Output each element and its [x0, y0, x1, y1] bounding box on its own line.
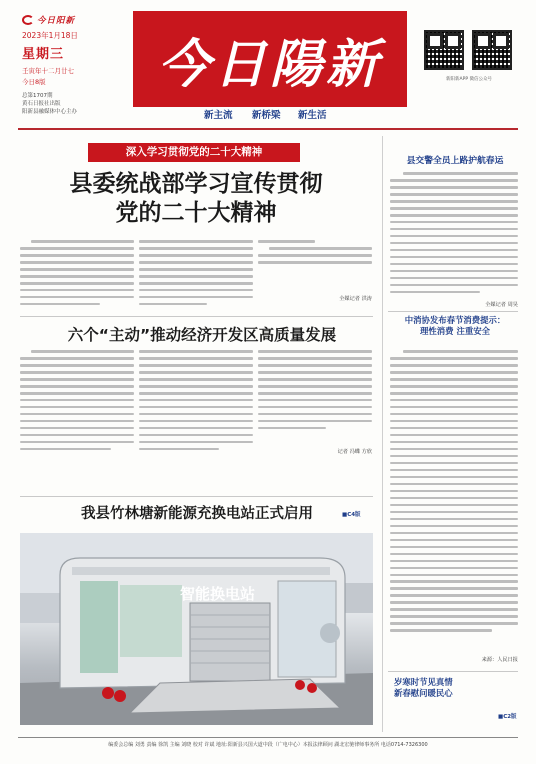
right-headline-2-line: 中消协发布春节消费提示： — [404, 315, 506, 325]
right-headline-3[interactable] — [394, 677, 520, 699]
meta-line: 黄石日报社出版 — [22, 101, 61, 107]
second-body-col1 — [20, 350, 134, 455]
lead-body-col1 — [20, 240, 134, 308]
right-headline-2[interactable] — [392, 315, 518, 337]
top-divider — [18, 128, 518, 130]
second-byline: 记者 冯蝶 方欣 — [337, 449, 372, 455]
right-byline-2: 来源：人民日报 — [481, 657, 518, 663]
right-divider — [388, 671, 518, 672]
page-reference[interactable]: ■C2版 — [498, 714, 517, 720]
nav-item[interactable]: 新桥梁 — [252, 110, 281, 121]
right-headline-1[interactable]: 县交警全员上路护航春运 — [406, 156, 504, 166]
footer-credits: 编委会总编 刘勇 责编 徐凯 主编 刘晓 校对 许斌 地址:阳新县兴国大道中段（广电中心）本报法律顾问 湖北宏驰律师事务所 电话0714-7326300 — [108, 742, 428, 748]
qr-code-icon[interactable] — [472, 30, 512, 70]
right-byline-1: 全媒记者 周昊 — [485, 302, 518, 308]
bottom-divider — [18, 737, 518, 738]
third-headline[interactable]: 我县竹林塘新能源充换电站正式启用 — [81, 506, 313, 522]
masthead-logo — [22, 14, 132, 26]
right-body-2 — [390, 350, 518, 658]
issue-date: 2023年1月18日 — [22, 31, 78, 40]
right-divider — [388, 311, 518, 312]
second-headline[interactable]: 六个“主动”推动经济开发区高质量发展 — [67, 326, 337, 344]
qr-caption: 新阳新APP 微信公众号 — [446, 77, 492, 82]
qr-code-icon[interactable] — [424, 30, 464, 70]
section-divider — [20, 496, 373, 497]
nav-item[interactable]: 新生活 — [298, 110, 327, 121]
lunar-date: 壬寅年十二月廿七 — [22, 67, 74, 75]
right-headline-2-line: 理性消费 注重安全 — [420, 326, 490, 336]
lead-body-col2 — [139, 240, 253, 308]
newspaper-title: 今日陽新 — [157, 33, 382, 95]
nav-item[interactable]: 新主流 — [204, 110, 233, 121]
section-divider — [20, 316, 373, 317]
page-reference[interactable]: ■C4版 — [342, 512, 361, 518]
right-body-1 — [390, 172, 518, 300]
lead-headline[interactable] — [20, 170, 372, 228]
logo-text: 今日阳新 — [37, 16, 76, 26]
photo-illustration — [20, 533, 373, 725]
station-sign: 智能换电站 — [180, 585, 256, 603]
lead-body-col3 — [258, 240, 372, 270]
right-headline-3-line: 岁寒时节见真情 — [394, 677, 453, 687]
second-body-col2 — [139, 350, 253, 455]
masthead-info — [22, 14, 132, 116]
charging-station-photo — [20, 533, 373, 725]
logo-swirl-icon — [22, 15, 34, 25]
column-kicker: 深入学习贯彻党的二十大精神 — [88, 143, 300, 162]
right-headline-3-line: 新春慰问暖民心 — [394, 688, 453, 698]
lead-headline-line: 党的二十大精神 — [115, 200, 277, 226]
masthead-title-block — [133, 11, 407, 107]
page-count: 今日8版 — [22, 78, 46, 86]
second-body-col3 — [258, 350, 372, 440]
lead-headline-line: 县委统战部学习宣传贯彻 — [69, 171, 323, 197]
meta-line: 总第1707期 — [22, 93, 53, 99]
lead-byline: 全媒记者 洪涛 — [339, 296, 372, 302]
meta-line: 阳新县融媒体中心主办 — [22, 109, 78, 115]
column-divider — [382, 136, 383, 732]
issue-weekday: 星期三 — [22, 47, 65, 62]
publication-meta — [22, 92, 132, 116]
